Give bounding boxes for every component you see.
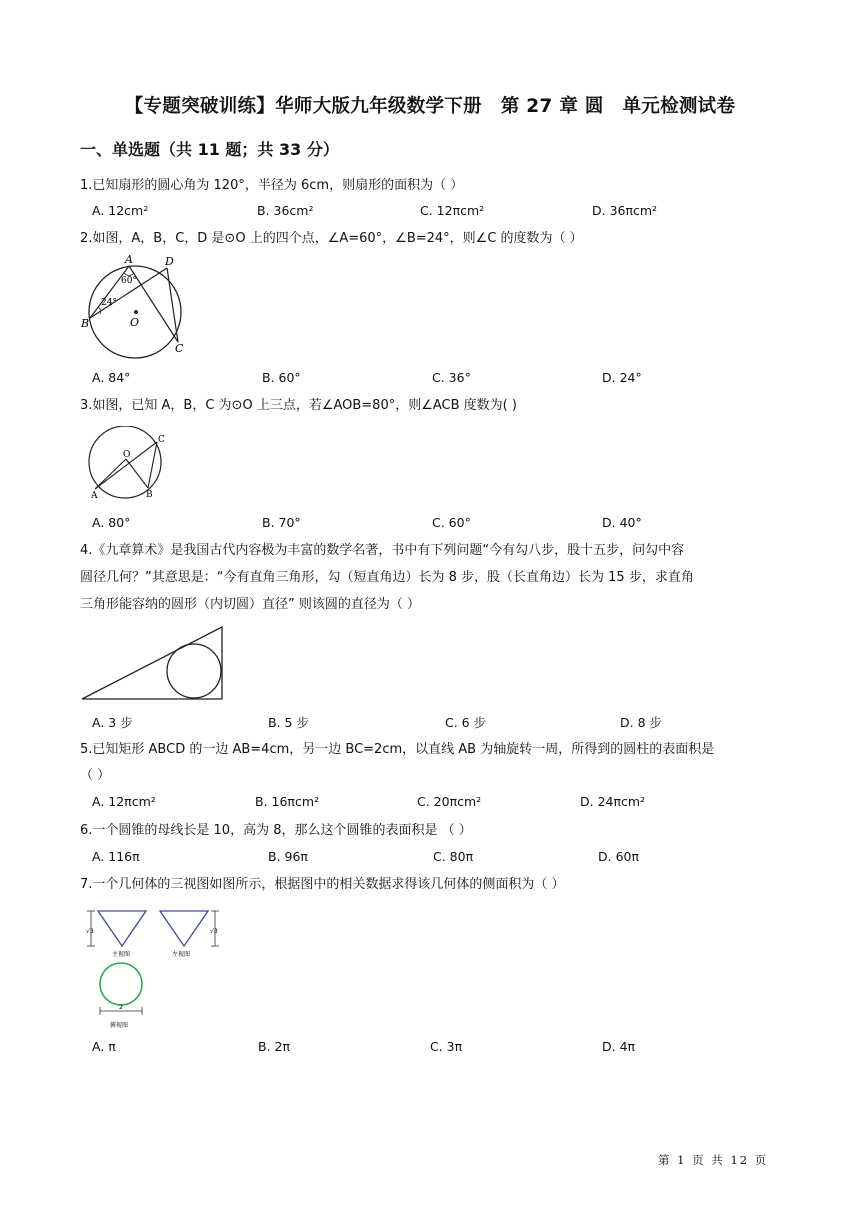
q1-option-d[interactable]: D. 36πcm² bbox=[592, 203, 658, 218]
q3-option-a[interactable]: A. 80° bbox=[92, 515, 131, 530]
q6-option-c[interactable]: C. 80π bbox=[433, 849, 474, 864]
q2-option-b[interactable]: B. 60° bbox=[262, 370, 301, 385]
q7-front-label: 主视图 bbox=[112, 951, 131, 958]
q3-option-c[interactable]: C. 60° bbox=[432, 515, 471, 530]
q4-option-c[interactable]: C. 6 步 bbox=[445, 715, 487, 730]
q2-option-a[interactable]: A. 84° bbox=[92, 370, 131, 385]
q2-label-b: B bbox=[81, 317, 90, 330]
q1-option-a[interactable]: A. 12cm² bbox=[92, 203, 149, 218]
q2-option-d[interactable]: D. 24° bbox=[602, 370, 642, 385]
q2-label-c: C bbox=[175, 342, 184, 355]
question-6: 6.一个圆锥的母线长是 10，高为 8，那么这个圆锥的表面积是 （ ） bbox=[80, 823, 472, 838]
q6-option-d[interactable]: D. 60π bbox=[598, 849, 640, 864]
question-5-line-1: 5.已知矩形 ABCD 的一边 AB=4cm，另一边 BC=2cm，以直线 AB 为轴旋转一周，所得到的圆柱的表面积是 bbox=[80, 742, 715, 757]
q3-figure bbox=[82, 426, 172, 506]
q5-option-a[interactable]: A. 12πcm² bbox=[92, 794, 156, 809]
q7-left-height: √3 bbox=[210, 928, 218, 935]
q4-option-d[interactable]: D. 8 步 bbox=[620, 715, 662, 730]
section-heading: 一、单选题（共 11 题；共 33 分） bbox=[80, 140, 339, 159]
question-4-line-2: 圆径几何？”其意思是：“今有直角三角形，勾（短直角边）长为 8 步，股（长直角边）长为 15 步，求直角 bbox=[80, 570, 694, 585]
q4-figure bbox=[80, 624, 226, 702]
question-2: 2.如图，A，B，C，D 是⊙O 上的四个点，∠A=60°，∠B=24°，则∠C 的度数为（ ） bbox=[80, 231, 583, 246]
question-5-line-2: （ ） bbox=[80, 768, 111, 783]
q5-option-b[interactable]: B. 16πcm² bbox=[255, 794, 320, 809]
page-footer: 第 1 页 共 12 页 bbox=[658, 1153, 769, 1167]
q2-angle-b: 24° bbox=[101, 298, 117, 308]
q6-option-b[interactable]: B. 96π bbox=[268, 849, 308, 864]
q3-label-a: A bbox=[91, 491, 98, 501]
q3-label-b: B bbox=[146, 490, 153, 500]
q4-option-b[interactable]: B. 5 步 bbox=[268, 715, 309, 730]
q2-label-o: O bbox=[130, 316, 140, 329]
q4-option-a[interactable]: A. 3 步 bbox=[92, 715, 133, 730]
q2-option-c[interactable]: C. 36° bbox=[432, 370, 471, 385]
q2-label-a: A bbox=[125, 253, 133, 266]
q7-three-view-figure bbox=[82, 906, 232, 1032]
q3-label-o: O bbox=[123, 450, 131, 460]
question-1: 1.已知扇形的圆心角为 120°，半径为 6cm，则扇形的面积为（ ） bbox=[80, 178, 464, 193]
q2-label-d: D bbox=[165, 255, 174, 268]
q5-option-d[interactable]: D. 24πcm² bbox=[580, 794, 646, 809]
q2-figure bbox=[80, 252, 200, 364]
q3-option-d[interactable]: D. 40° bbox=[602, 515, 642, 530]
q7-option-c[interactable]: C. 3π bbox=[430, 1039, 463, 1054]
question-3: 3.如图，已知 A，B，C 为⊙O 上三点，若∠AOB=80°，则∠ACB 度数为( ) bbox=[80, 398, 517, 413]
question-7: 7.一个几何体的三视图如图所示，根据图中的相关数据求得该几何体的侧面积为（ ） bbox=[80, 877, 565, 892]
q2-angle-a: 60° bbox=[121, 276, 137, 286]
q7-top-width: 2 bbox=[119, 1004, 123, 1011]
q6-option-a[interactable]: A. 116π bbox=[92, 849, 140, 864]
q3-option-b[interactable]: B. 70° bbox=[262, 515, 301, 530]
q7-option-b[interactable]: B. 2π bbox=[258, 1039, 291, 1054]
q7-option-d[interactable]: D. 4π bbox=[602, 1039, 636, 1054]
q5-option-c[interactable]: C. 20πcm² bbox=[417, 794, 482, 809]
q7-left-label: 左视图 bbox=[172, 951, 191, 958]
q7-front-height: √3 bbox=[86, 928, 94, 935]
q7-option-a[interactable]: A. π bbox=[92, 1039, 116, 1054]
q7-top-label: 俯视图 bbox=[110, 1022, 129, 1029]
q1-option-c[interactable]: C. 12πcm² bbox=[420, 203, 485, 218]
question-4-line-1: 4.《九章算术》是我国古代内容极为丰富的数学名著，书中有下列问题“今有勾八步，股十五步，问勾中容 bbox=[80, 543, 685, 558]
q3-label-c: C bbox=[158, 435, 165, 445]
q1-option-b[interactable]: B. 36cm² bbox=[257, 203, 314, 218]
page-title: 【专题突破训练】华师大版九年级数学下册 第 27 章 圆 单元检测试卷 bbox=[124, 96, 736, 117]
question-4-line-3: 三角形能容纳的圆形（内切圆）直径” 则该圆的直径为（ ） bbox=[80, 597, 420, 612]
